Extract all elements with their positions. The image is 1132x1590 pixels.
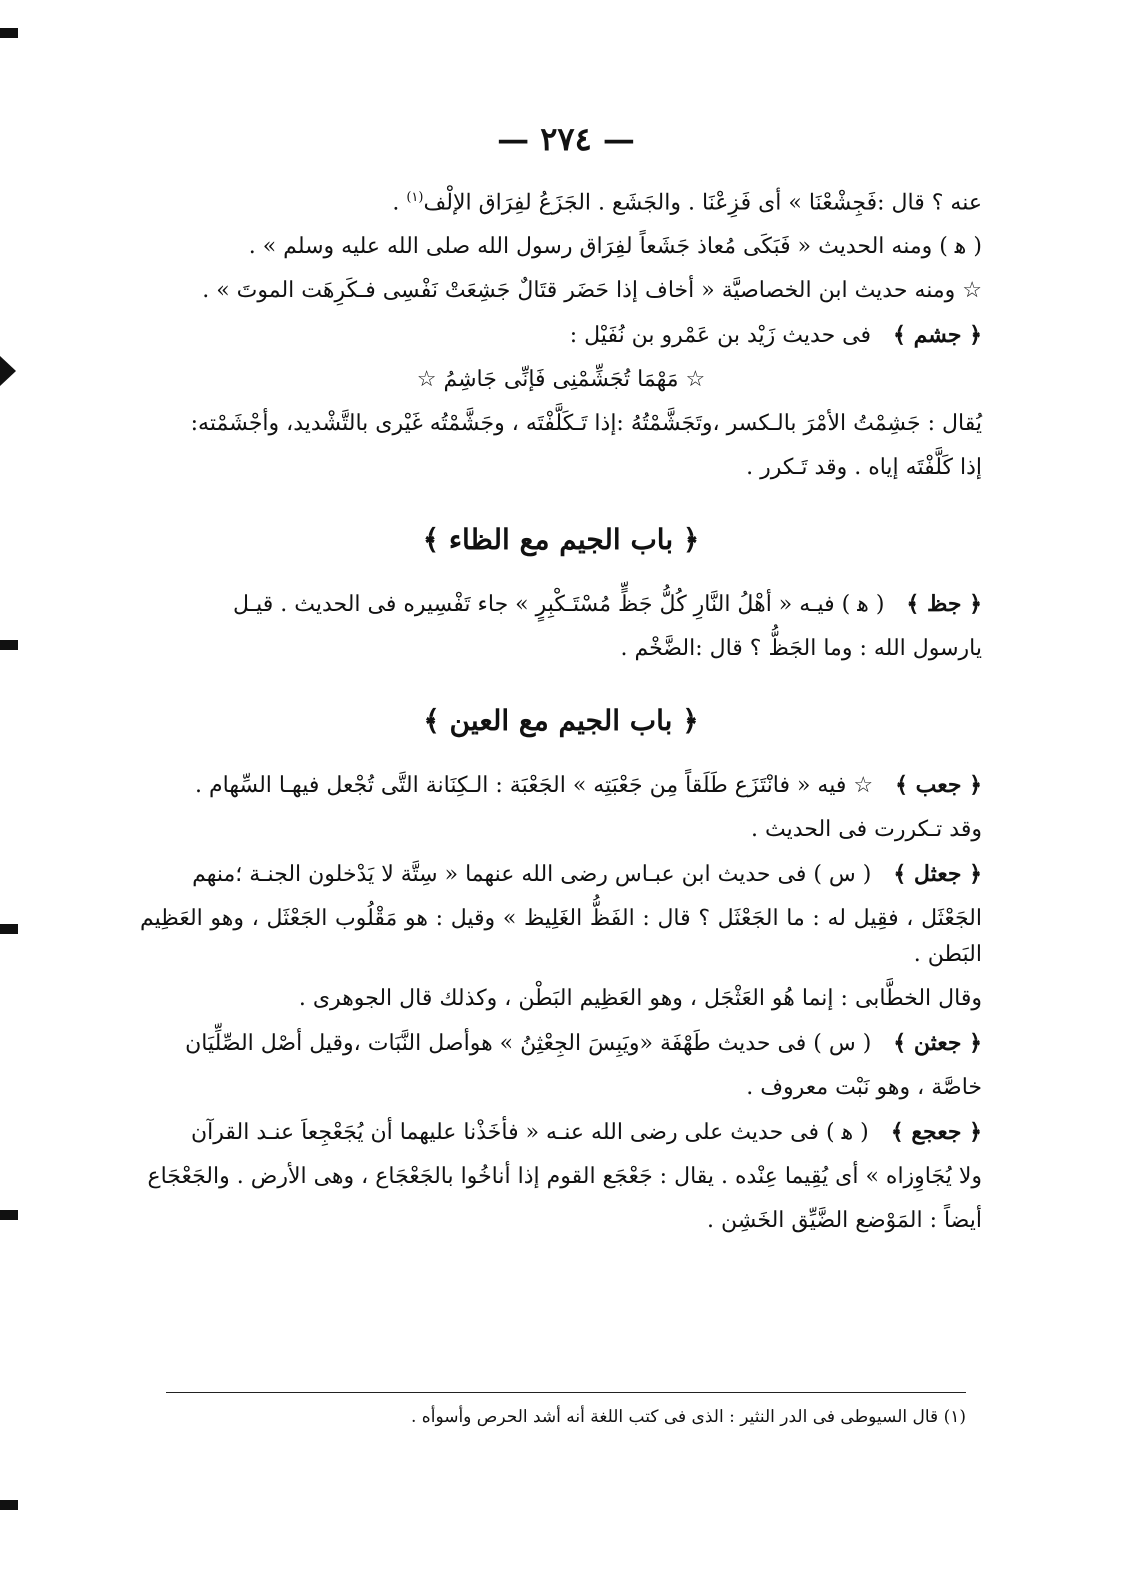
line-text: ( ﻫ ) ومنه الحديث « فَبَكَى مُعاذ جَشَعاً لفِرَاق رسول الله صلى الله عليه وسلم » . xyxy=(248,234,982,260)
page-number: — ٢٧٤ — xyxy=(497,120,635,158)
text-line xyxy=(140,1159,982,1195)
scan-edge-mark xyxy=(0,356,16,386)
main-text xyxy=(140,180,982,1247)
footnote-divider xyxy=(166,1392,966,1393)
entry-term: ﴿ جظ ﴾ xyxy=(906,591,982,618)
scan-edge-mark xyxy=(0,1500,18,1510)
text-line xyxy=(140,406,982,442)
text-line xyxy=(140,180,982,221)
entry-text: ( س ) فى حديث ابن عبـاس رضى الله عنهما « سِتَّة لا يَدْخلون الجنـة ؛منهم xyxy=(192,862,872,888)
dictionary-entry xyxy=(140,767,982,804)
text-line xyxy=(140,229,982,265)
line-text: ☆ ومنه حديث ابن الخصاصيَّة « أخاف إذا حَضَر قتَالٌ جَشِعَتْ نَفْسِى فـكَرِهَت الموتَ » . xyxy=(202,278,982,304)
entry-term: ﴿ جشم ﴾ xyxy=(893,322,982,349)
line-text: خاصَّة ، وهو نَبْت معروف . xyxy=(746,1075,982,1101)
line-text: يارسول الله : وما الجَظُّ ؟ قال :الضَّخْم . xyxy=(620,636,982,662)
scan-edge-mark xyxy=(0,28,18,38)
line-text: الجَعْثَل ، فقِيل له : ما الجَعْثَل ؟ قال : الفَظُّ الغَلِيظ » وقيل : هو مَقْلُوب الجَعْثَل ، وهو العَظِيم البَطن . xyxy=(140,906,982,968)
dictionary-entry xyxy=(140,856,982,893)
dictionary-entry xyxy=(140,317,982,354)
scan-edge-mark xyxy=(0,640,18,650)
text-line xyxy=(140,901,982,973)
dictionary-entry xyxy=(140,1114,982,1151)
text-line xyxy=(140,1203,982,1239)
entry-term: ﴿ جعب ﴾ xyxy=(895,772,982,799)
entry-term: ﴿ جعجع ﴾ xyxy=(890,1119,982,1146)
entry-term: ﴿ جعثل ﴾ xyxy=(893,861,982,888)
entry-text: ( ﻫ ) فى حديث على رضى الله عنـه « فأخَذْنا عليهما أن يُجَعْجِعاَ عنـد القرآن xyxy=(190,1120,869,1146)
entry-text: ( س ) فى حديث طَهْفَة «ويَبِسَ الجِعْثِنُ » هوأصل النَّبَات ،وقيل أصْل الصِّلِّيَان xyxy=(185,1031,872,1057)
text-line xyxy=(140,631,982,667)
text-line xyxy=(140,812,982,848)
verse-line: ☆ مَهْمَا تُجَشِّمْنِى فَإنِّى جَاشِمُ ☆ xyxy=(416,367,706,393)
entry-text: ( ﻫ ) فيـه « أهْلُ النَّارِ كُلُّ جَظٍّ مُسْتَـكْبِرٍ » جاء تَفْسِيره فى الحديث . قيـل xyxy=(233,592,885,618)
entry-text: ☆ فيه « فانْتَزَع طَلَقاً مِن جَعْبَتِه » الجَعْبَة : الـكِنَانة التَّى تُجْعل فيهـا السِّهام . xyxy=(195,773,874,799)
line-text: وقد تـكررت فى الحديث . xyxy=(751,817,982,843)
footnote-ref: (١) xyxy=(406,190,424,205)
entry-term: ﴿ جعثن ﴾ xyxy=(893,1030,982,1057)
entry-text: فى حديث زَيْد بن عَمْرو بن نُفَيْل : xyxy=(569,323,872,349)
dictionary-entry xyxy=(140,1025,982,1062)
section-heading: ﴿ باب الجيم مع العين ﴾ xyxy=(423,704,699,738)
section-heading: ﴿ باب الجيم مع الظاء ﴾ xyxy=(422,523,700,557)
text-line xyxy=(140,450,982,486)
line-text: ولا يُجَاوِزاه » أى يُقِيما عِنْده . يقال : جَعْجَع القوم إذا أناخُوا بالجَعْجَاع ، وهى الأرض . والجَعْجَاع xyxy=(147,1164,982,1190)
scan-edge-mark xyxy=(0,924,18,934)
text-line xyxy=(140,981,982,1017)
scan-edge-mark xyxy=(0,1210,18,1220)
line-tail: . xyxy=(392,190,407,216)
footnote: (١) قال السيوطى فى الدر النثير : الذى فى كتب اللغة أنه أشد الحرص وأسوأه . xyxy=(411,1407,966,1427)
line-text: إذا كَلَّفْتَه إياه . وقد تَـكرر . xyxy=(746,455,982,481)
line-text: وقال الخطَّابى : إنما هُو العَثْجَل ، وهو العَظِيم البَطْن ، وكذلك قال الجوهرى . xyxy=(298,986,982,1012)
dictionary-entry xyxy=(140,586,982,623)
line-text: يُقال : جَشِمْتُ الأمْرَ بالـكسر ،وتَجَشَّمْتُهُ :إذا تَـكَلَّفْتَه ، وجَشَّمْتُه غَيْرى بالتَّشْديد، وأجْشَمْته: xyxy=(190,411,982,437)
text-line xyxy=(140,1070,982,1106)
line-text: أيضاً : المَوْضع الضَّيِّق الخَشِن . xyxy=(707,1208,982,1234)
text-line xyxy=(140,273,982,309)
line-text: عنه ؟ قال :فَجِشْعْنَا » أى فَزِعْنَا . والجَشَع . الجَزَعُ لفِرَاق الإلْف xyxy=(423,190,982,216)
